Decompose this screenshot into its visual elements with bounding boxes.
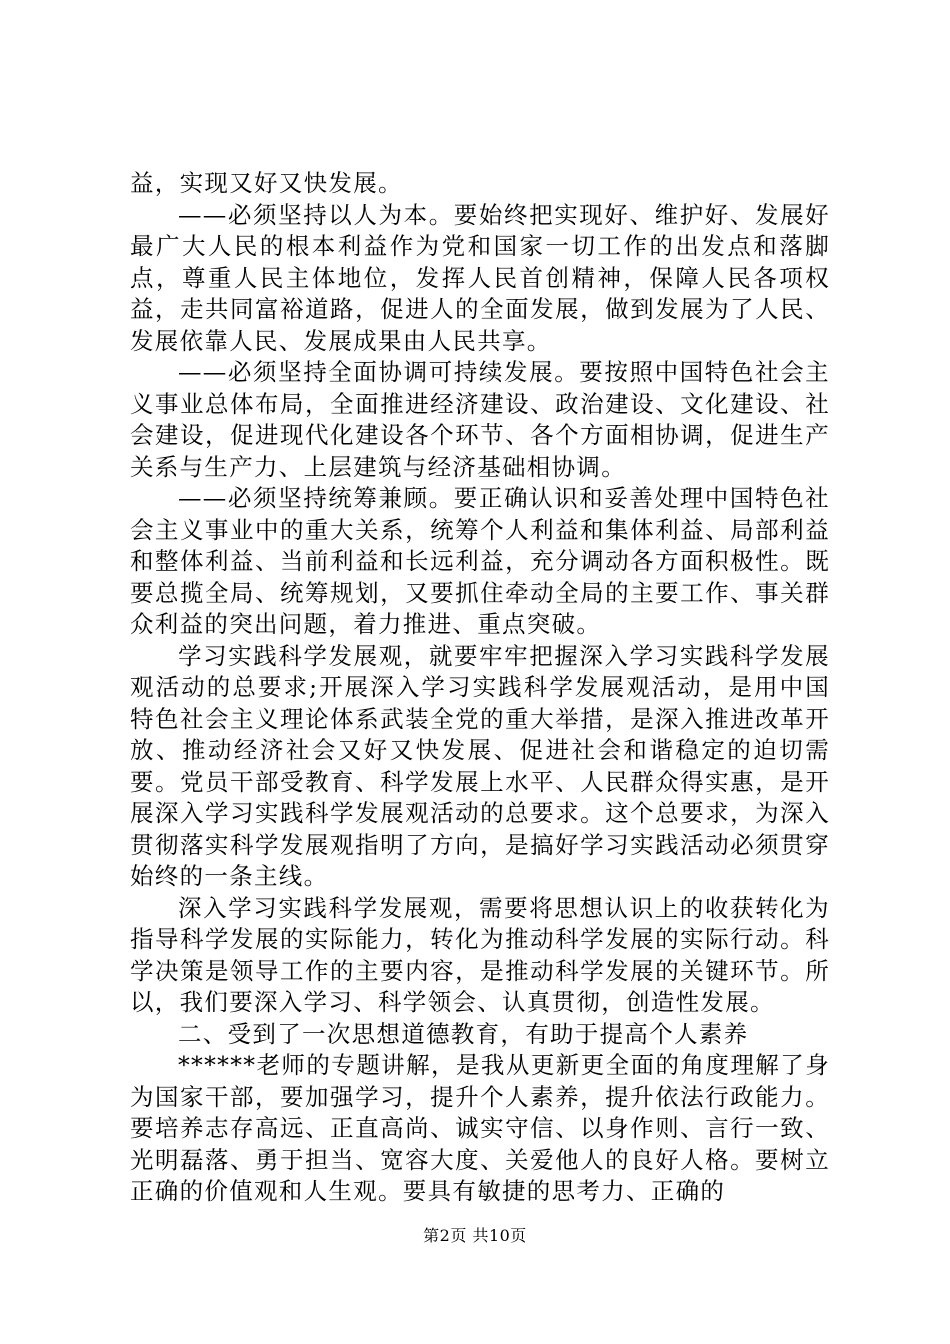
paragraph-lecture-reflection: ******老师的专题讲解，是我从更新更全面的角度理解了身为国家干部，要加强学习，提升个人素养，提升依法行政能力。要培养志存高远、正直高尚、诚实守信、以身作则、言行一致、光明磊落、勇于担当、宽容大度、关爱他人的良好人格。要树立正确的价值观和人生观。要具有敏捷的思考力、正确的: [130, 1051, 830, 1205]
paragraph-overall-planning: ——必须坚持统筹兼顾。要正确认识和妥善处理中国特色社会主义事业中的重大关系，统筹个人利益和集体利益、局部利益和整体利益、当前利益和长远利益，充分调动各方面积极性。既要总揽全局、统筹规划，又要抓住牵动全局的主要工作、事关群众利益的突出问题，着力推进、重点突破。: [130, 484, 830, 638]
paragraph-general-requirements: 学习实践科学发展观，就要牢牢把握深入学习实践科学发展观活动的总要求;开展深入学习实践科学发展观活动，是用中国特色社会主义理论体系武装全党的重大举措，是深入推进改革开放、推动经济社会又好又快发展、促进社会和谐稳定的迫切需要。党员干部受教育、科学发展上水平、人民群众得实惠，是开展深入学习实践科学发展观活动的总要求。这个总要求，为深入贯彻落实科学发展观指明了方向，是搞好学习实践活动必须贯穿始终的一条主线。: [130, 641, 830, 890]
paragraph-coordinated-development: ——必须坚持全面协调可持续发展。要按照中国特色社会主义事业总体布局，全面推进经济建设、政治建设、文化建设、社会建设，促进现代化建设各个环节、各个方面相协调，促进生产关系与生产力、上层建筑与经济基础相协调。: [130, 358, 830, 481]
page-footer: 第2页 共10页: [423, 1226, 527, 1245]
paragraph-people-oriented: ——必须坚持以人为本。要始终把实现好、维护好、发展好最广大人民的根本利益作为党和国家一切工作的出发点和落脚点，尊重人民主体地位，发挥人民首创精神，保障人民各项权益，走共同富裕道路，促进人的全面发展，做到发展为了人民、发展依靠人民、发展成果由人民共享。: [130, 200, 830, 355]
body-text: [130, 168, 830, 1208]
section-heading-moral-education: 二、受到了一次思想道德教育，有助于提高个人素养: [178, 1019, 749, 1048]
paragraph-continuation: 益，实现又好又快发展。: [130, 169, 403, 197]
paragraph-practical-ability: 深入学习实践科学发展观，需要将思想认识上的收获转化为指导科学发展的实际能力，转化为推动科学发展的实际行动。科学决策是领导工作的主要内容，是推动科学发展的关键环节。所以，我们要深入学习、科学领会、认真贯彻，创造性发展。: [130, 893, 830, 1016]
